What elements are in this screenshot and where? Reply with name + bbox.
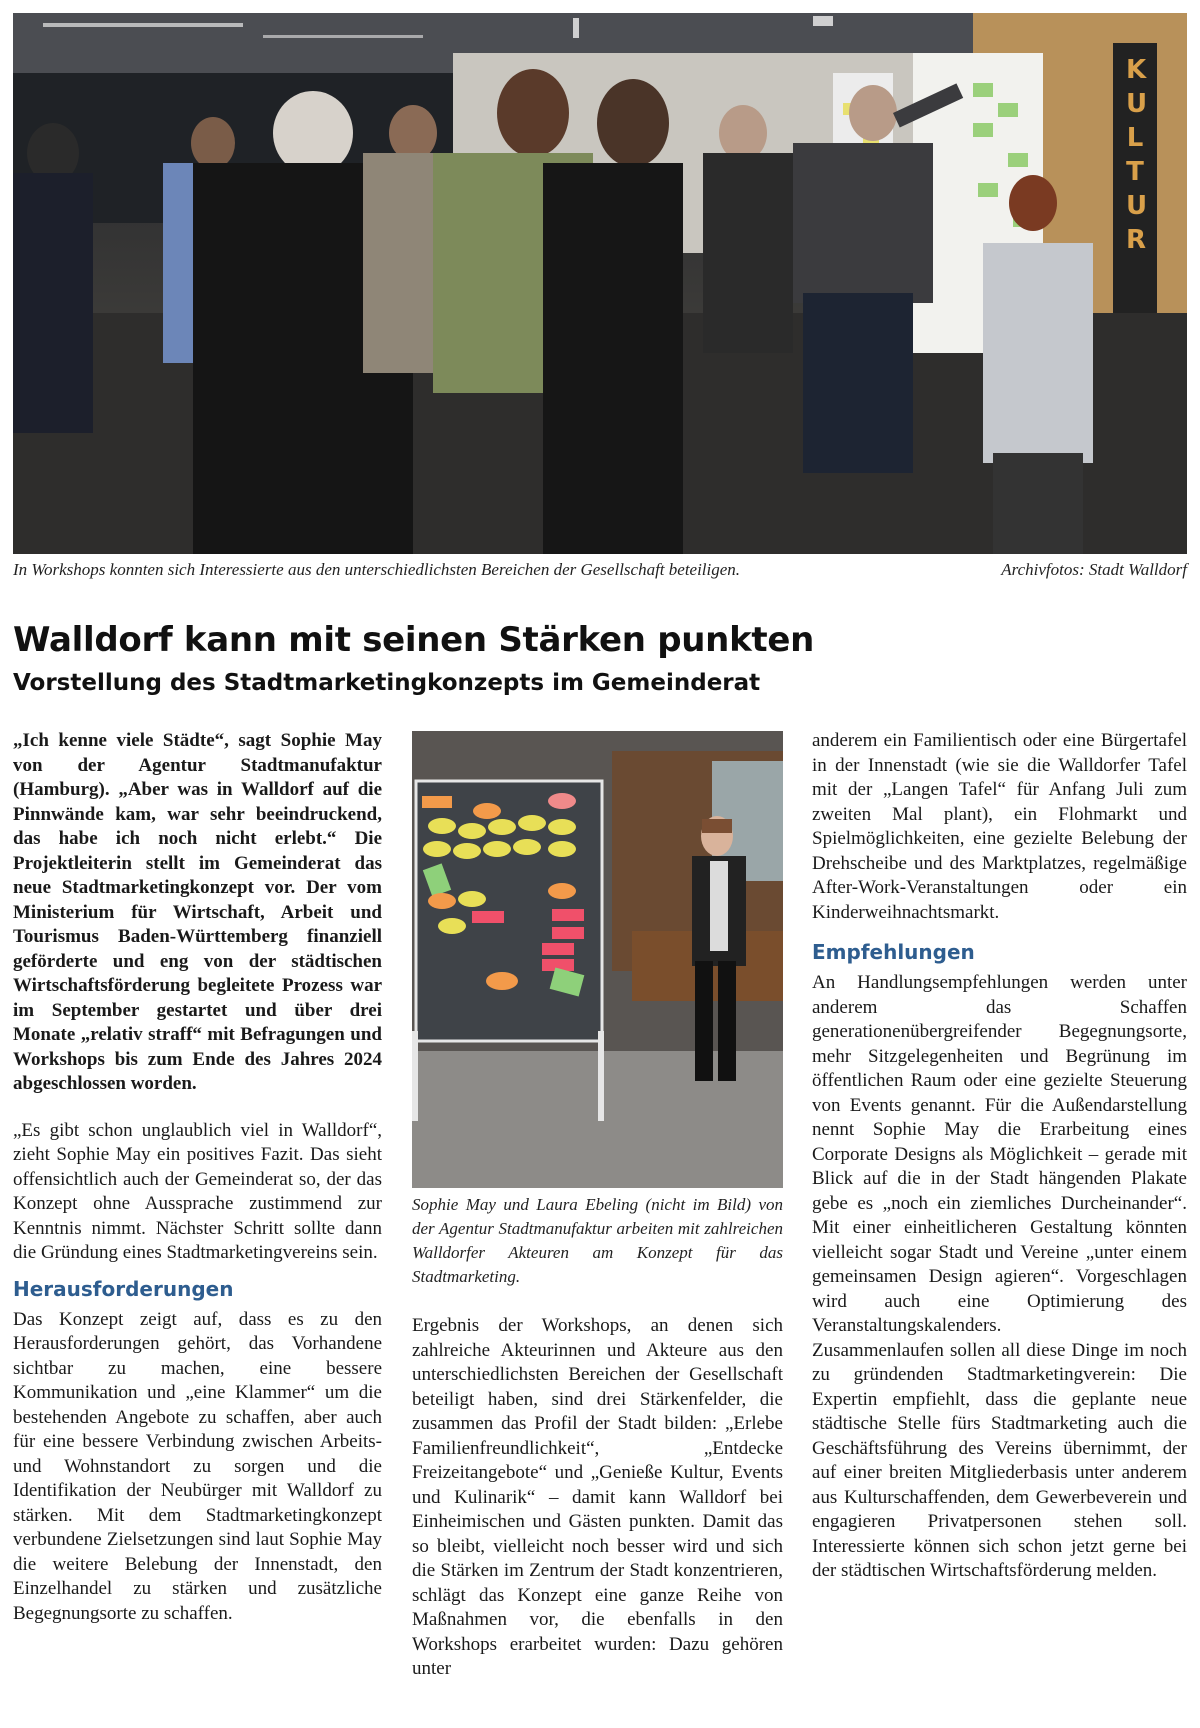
article-paragraph: Zusammenlaufen sollen all diese Dinge im noch zu gründenden Stadtmarketingverein: Die Expertin empfiehlt, dass die geplante neue städtische Stelle fürs Stadtmarketing auch die Geschäftsführung des Vereins übernimmt, der auf einer breiten Mitgliederbasis unter anderem aus Kulturschaffenden, dem Gewerbeverein und engagieren Privatpersonen stehen soll. Interessierte können sich schon jetzt gerne bei der städtischen Wirtschaftsförderung melden. — [812, 1339, 1187, 1581]
article-paragraph: An Handlungsempfehlungen werden unter anderem das Schaffen generationenübergreifender Begegnungsorte, mehr Sitzgelegenheiten und Begrünung im öffentlichen Raum oder eine gezielte Steuerung von Events genannt. Für die Außendarstellung nennt Sophie May die Erarbeitung eines Corporate Designs als Möglichkeit – gerade mit Blick auf die in der Stadt hängenden Plakate gebe es „noch ein ziemliches Durcheinander“. Mit einer einheitlicheren Gestaltung könnten vielleicht sogar Stadt und Vereine „unter einem gemeinsamen Design agieren“. Vorgeschlagen wird auch eine Optimierung des Veranstaltungskalenders. — [812, 972, 1187, 1336]
article-headline: Walldorf kann mit seinen Stärken punkten — [13, 620, 814, 660]
article-paragraph: „Es gibt schon unglaublich viel in Walldorf“, zieht Sophie May ein positives Fazit. Das sieht offensichtlich auch der Gemeinderat so, der das Konzept ohne Aussprache zustimmend zur Kenntnis nimmt. Nächster Schritt sollte dann die Gründung eines Stadtmarketingvereins sein. — [13, 1119, 382, 1263]
article-column-2 — [412, 1314, 783, 1682]
section-heading-challenges: Herausforderungen — [13, 1276, 234, 1301]
presentation-photo — [412, 731, 783, 1188]
article-paragraph: Das Konzept zeigt auf, dass es zu den Herausforderungen gehört, das Vorhandene sichtbar zu machen, eine bessere Kommunikation und „eine Klammer“ um die bestehenden Angebote zu schaffen, aber auch für eine bessere Verbindung zwischen Arbeits- und Wohnstandort zu sorgen und die Identifikation der Neubürger mit Walldorf zu stärken. Mit dem Stadtmarketingkonzept verbundene Zielsetzungen sind laut Sophie May die weitere Belebung der Innenstadt, den Einzelhandel zu stärken und zusätzliche Begegnungsorte zu schaffen. — [13, 1308, 382, 1624]
workshop-photo-illustration — [13, 13, 1187, 554]
main-photo-caption: In Workshops konnten sich Interessierte aus den unterschiedlichsten Bereichen der Gesellschaft beteiligen. — [13, 560, 741, 579]
presentation-photo-caption: Sophie May und Laura Ebeling (nicht im Bild) von der Agentur Stadtmanufaktur arbeiten mit zahlreichen Walldorfer Akteuren am Konzept für das Stadtmarketing. — [412, 1195, 783, 1286]
article-paragraph: Ergebnis der Workshops, an denen sich zahlreiche Akteurinnen und Akteure aus den unterschiedlichsten Bereichen der Gesellschaft beteiligt haben, sind drei Stärkenfelder, die zusammen das Profil der Stadt bilden: „Erlebe Familienfreundlichkeit“, „Entdecke Freizeitangebote“ und „Genieße Kultur, Events und Kulinarik“ – damit kann Walldorf bei Einheimischen und Gästen punkten. Damit das so bleibt, vielleicht noch besser wird und sich die Stärken im Zentrum der Stadt konzentrieren, schlägt das Konzept eine ganze Reihe von Maßnahmen vor, die ebenfalls in den Workshops erarbeitet wurden: Dazu gehören unter — [412, 1315, 783, 1679]
article-column-1 — [13, 729, 382, 1626]
photo-credit: Archivfotos: Stadt Walldorf — [1001, 560, 1187, 579]
article-paragraph: anderem ein Familientisch oder eine Bürgertafel in der Innenstadt (wie sie die Walldorfer Tafel mit der „Langen Tafel“ für Anfang Juli zum zweiten Mal plant), ein Flohmarkt und Spielmöglichkeiten, eine gezielte Belebung der Drehscheibe und des Marktplatzes, regelmäßige After-Work-Veranstaltungen oder ein Kinderweihnachtsmarkt. — [812, 730, 1187, 923]
article-lead: „Ich kenne viele Städte“, sagt Sophie May von der Agentur Stadtmanufaktur (Hamburg). „Aber was in Walldorf auf die Pinnwände kam, war sehr beeindruckend, das habe ich noch nicht erlebt.“ Die Projektleiterin stellt im Gemeinderat das neue Stadtmarketingkonzept vor. Der vom Ministerium für Wirtschaft, Arbeit und Tourismus Baden-Württemberg finanziell geförderte und eng von der städtischen Wirtschaftsförderung begleitete Prozess war im September gestartet und über drei Monate „relativ straff“ mit Befragungen und Workshops bis zum Ende des Jahres 2024 abgeschlossen worden. — [13, 730, 382, 1094]
workshop-photo — [13, 13, 1187, 554]
article-subheadline: Vorstellung des Stadtmarketingkonzepts im Gemeinderat — [13, 670, 761, 696]
wall-sign: KULTUR — [1126, 55, 1148, 255]
section-heading-recommendations: Empfehlungen — [812, 940, 975, 964]
article-column-3 — [812, 729, 1187, 1584]
presentation-photo-illustration — [412, 731, 783, 1188]
